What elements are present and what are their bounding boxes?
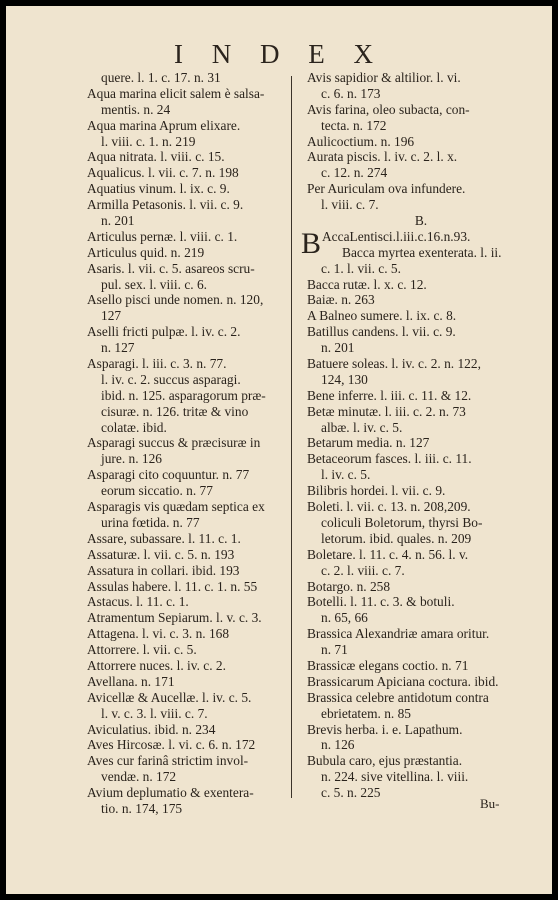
- index-entry-text: urina fœtida. n. 77: [101, 514, 200, 530]
- index-line: [301, 372, 541, 388]
- index-line: [301, 690, 541, 706]
- index-entry-text: n. 65, 66: [321, 610, 368, 626]
- index-line: [301, 706, 541, 722]
- index-line: [81, 563, 293, 579]
- index-line: [301, 769, 541, 785]
- index-line: [81, 277, 293, 293]
- index-line: [301, 340, 541, 356]
- index-line: [301, 356, 541, 372]
- index-entry-text: Assatura in collari. ibid. 193: [87, 562, 240, 578]
- index-entry-text: Avicellæ & Aucellæ. l. iv. c. 5.: [87, 689, 252, 705]
- column-divider: [291, 76, 292, 798]
- index-line: [81, 404, 293, 420]
- index-entry-text: albæ. l. iv. c. 5.: [321, 419, 403, 435]
- index-line: [301, 134, 541, 150]
- index-entry-text: vendæ. n. 172: [101, 769, 177, 785]
- index-entry-text: Avium deplumatio & exentera-: [87, 785, 254, 801]
- index-line: [81, 499, 293, 515]
- index-line: [81, 420, 293, 436]
- index-line: [81, 801, 293, 817]
- index-line: [301, 594, 541, 610]
- index-entry-text: l. viii. c. 1. n. 219: [101, 133, 196, 149]
- index-entry-text: c. 2. l. viii. c. 7.: [321, 562, 405, 578]
- index-entry-text: Bubula caro, ejus præstantia.: [307, 753, 463, 769]
- index-entry-text: Botelli. l. 11. c. 3. & botuli.: [307, 594, 455, 610]
- index-entry-text: A Balneo sumere. l. ix. c. 8.: [307, 308, 457, 324]
- index-line: [301, 165, 541, 181]
- index-entry-text: Boleti. l. vii. c. 13. n. 208,209.: [307, 499, 471, 515]
- index-entry-text: Attorrere. l. vii. c. 5.: [87, 642, 197, 658]
- index-line: [301, 420, 541, 436]
- index-column-right: [301, 70, 541, 801]
- index-entry-text: Articulus pernæ. l. viii. c. 1.: [87, 228, 238, 244]
- index-entry-text: n. 71: [321, 642, 348, 658]
- index-entry-text: Avellana. n. 171: [87, 673, 175, 689]
- index-line: [301, 547, 541, 563]
- index-line: [301, 642, 541, 658]
- index-line: [301, 483, 541, 499]
- index-entry-text: n. 126: [321, 737, 355, 753]
- index-entry-text: c. 12. n. 274: [321, 165, 388, 181]
- index-line: [301, 213, 541, 229]
- index-line: [81, 435, 293, 451]
- index-entry-text: Bacca myrtea exenterata. l. ii.: [342, 244, 502, 260]
- index-entry-text: quere. l. 1. c. 17. n. 31: [101, 70, 221, 85]
- index-entry-text: Per Auriculam ova infundere.: [307, 181, 466, 197]
- index-entry-text: 124, 130: [321, 371, 368, 387]
- index-entry-text: coliculi Boletorum, thyrsi Bo-: [321, 514, 483, 530]
- index-entry-text: cisuræ. n. 126. tritæ & vino: [101, 403, 249, 419]
- index-entry-text: c. 5. n. 225: [321, 785, 381, 801]
- index-line: [81, 134, 293, 150]
- index-entry-text: Asaris. l. vii. c. 5. asareos scru-: [87, 260, 255, 276]
- index-entry-text: Armilla Petasonis. l. vii. c. 9.: [87, 197, 244, 213]
- index-line: [81, 515, 293, 531]
- index-column-left: [81, 70, 293, 817]
- index-entry-text: Brassicarum Apiciana coctura. ibid.: [307, 673, 499, 689]
- index-entry-text: Aquatius vinum. l. ix. c. 9.: [87, 181, 230, 197]
- index-entry-text: Betaceorum fasces. l. iii. c. 11.: [307, 451, 472, 467]
- index-entry-text: B.: [414, 213, 428, 229]
- index-entry-text: Attagena. l. vi. c. 3. n. 168: [87, 626, 230, 642]
- index-line: [301, 753, 541, 769]
- index-line: [301, 499, 541, 515]
- index-entry-text: Attorrere nuces. l. iv. c. 2.: [87, 657, 226, 673]
- index-line: [81, 737, 293, 753]
- index-entry-text: colatæ. ibid.: [101, 419, 167, 435]
- index-line: [301, 626, 541, 642]
- index-line: [81, 181, 293, 197]
- index-entry-text: Boletare. l. 11. c. 4. n. 56. l. v.: [307, 546, 469, 562]
- index-entry-text: Batillus candens. l. vii. c. 9.: [307, 324, 456, 340]
- index-entry-text: c. 1. l. vii. c. 5.: [321, 260, 401, 276]
- index-entry-text: Betæ minutæ. l. iii. c. 2. n. 73: [307, 403, 466, 419]
- index-entry-text: Assare, subassare. l. 11. c. 1.: [87, 530, 241, 546]
- index-entry-text: 127: [101, 308, 122, 324]
- index-line: [81, 86, 293, 102]
- index-entry-text: pul. sex. l. viii. c. 6.: [101, 276, 208, 292]
- index-entry-text: n. 201: [101, 213, 135, 229]
- index-entry-text: Assaturæ. l. vii. c. 5. n. 193: [87, 546, 235, 562]
- index-line: [81, 213, 293, 229]
- page-title: I N D E X: [174, 39, 384, 69]
- index-line: [81, 292, 293, 308]
- index-line: [301, 261, 541, 277]
- index-line: [301, 563, 541, 579]
- index-entry-text: Asparagi. l. iii. c. 3. n. 77.: [87, 356, 227, 372]
- index-entry-text: Astacus. l. 11. c. 1.: [87, 594, 189, 610]
- index-line: [301, 102, 541, 118]
- index-entry-text: Bacca rutæ. l. x. c. 12.: [307, 276, 427, 292]
- index-entry-text: letorum. ibid. quales. n. 209: [321, 530, 472, 546]
- index-line: [81, 340, 293, 356]
- index-line: [81, 70, 293, 86]
- index-line: [301, 404, 541, 420]
- index-line: [81, 658, 293, 674]
- index-entry-text: mentis. n. 24: [101, 101, 171, 117]
- index-line: [301, 610, 541, 626]
- index-entry-text: Aqua nitrata. l. viii. c. 15.: [87, 149, 225, 165]
- index-line: [81, 579, 293, 595]
- index-line: [81, 118, 293, 134]
- index-line: [301, 435, 541, 451]
- book-page: [6, 6, 552, 894]
- index-line: [81, 690, 293, 706]
- index-entry-text: l. iv. c. 5.: [321, 467, 371, 483]
- index-line: [301, 531, 541, 547]
- index-entry-text: ebrietatem. n. 85: [321, 705, 411, 721]
- index-entry-text: Aves cur farinâ strictim invol-: [87, 753, 249, 769]
- index-entry-text: Brevis herba. i. e. Lapathum.: [307, 721, 463, 737]
- index-line: [81, 165, 293, 181]
- index-line: [81, 245, 293, 261]
- index-line: [81, 102, 293, 118]
- index-entry-text: Bilibris hordei. l. vii. c. 9.: [307, 483, 446, 499]
- index-entry-text: Asparagi cito coquuntur. n. 77: [87, 467, 250, 483]
- index-entry-text: Asparagis vis quædam septica ex: [87, 499, 265, 515]
- index-line: [81, 149, 293, 165]
- index-entry-text: Asello pisci unde nomen. n. 120,: [87, 292, 264, 308]
- index-entry-text: Aqua marina elicit salem è salsa-: [87, 85, 265, 101]
- index-entry-text: jure. n. 126: [101, 451, 162, 467]
- index-line: [81, 722, 293, 738]
- index-line: [301, 308, 541, 324]
- index-entry-text: n. 201: [321, 340, 355, 356]
- index-line: [301, 118, 541, 134]
- index-line: [81, 769, 293, 785]
- index-line: [301, 277, 541, 293]
- index-entry-text: AccaLentisci.l.iii.c.16.n.93.: [322, 228, 471, 244]
- index-entry-text: Aves Hircosæ. l. vi. c. 6. n. 172: [87, 737, 256, 753]
- index-line: [301, 324, 541, 340]
- index-entry-text: Brassica Alexandriæ amara oritur.: [307, 626, 490, 642]
- index-entry-text: Aulicoctium. n. 196: [307, 133, 415, 149]
- index-entry-text: Betarum media. n. 127: [307, 435, 430, 451]
- index-line: [81, 324, 293, 340]
- index-entry-text: Atramentum Sepiarum. l. v. c. 3.: [87, 610, 262, 626]
- index-line: [81, 753, 293, 769]
- index-entry-text: Brassica celebre antidotum contra: [307, 689, 489, 705]
- index-entry-text: Asparagi succus & præcisuræ in: [87, 435, 261, 451]
- index-entry-text: Aselli fricti pulpæ. l. iv. c. 2.: [87, 324, 241, 340]
- index-line: [301, 388, 541, 404]
- index-line: [81, 197, 293, 213]
- index-line: [322, 245, 541, 261]
- index-entry-text: Aqua marina Aprum elixare.: [87, 117, 241, 133]
- index-entry-text: tio. n. 174, 175: [101, 800, 183, 816]
- index-line: [81, 261, 293, 277]
- index-line: [301, 674, 541, 690]
- catchword: Bu-: [480, 796, 500, 811]
- index-entry-text: Baiæ. n. 263: [307, 292, 375, 308]
- index-line: [301, 658, 541, 674]
- index-line: [301, 451, 541, 467]
- index-entry-text: Avis sapidior & altilior. l. vi.: [307, 70, 461, 85]
- index-line: [81, 229, 293, 245]
- index-line: [81, 388, 293, 404]
- index-entry-text: Aviculatius. ibid. n. 234: [87, 721, 216, 737]
- index-line: [81, 626, 293, 642]
- index-line: [301, 197, 541, 213]
- index-entry-text: Brassicæ elegans coctio. n. 71: [307, 657, 469, 673]
- index-entry-text: l. v. c. 3. l. viii. c. 7.: [101, 705, 208, 721]
- index-line: [81, 706, 293, 722]
- index-line: [81, 785, 293, 801]
- index-entry-text: Botargo. n. 258: [307, 578, 391, 594]
- index-entry-text: Assulas habere. l. 11. c. 1. n. 55: [87, 578, 258, 594]
- drop-cap: B: [301, 226, 322, 260]
- index-entry-text: c. 6. n. 173: [321, 85, 381, 101]
- index-line: [81, 610, 293, 626]
- index-line: [301, 579, 541, 595]
- index-entry-text: Batuere soleas. l. iv. c. 2. n. 122,: [307, 356, 481, 372]
- index-line: [81, 356, 293, 372]
- index-line: [301, 70, 541, 86]
- index-line: [301, 785, 541, 801]
- index-line: [81, 531, 293, 547]
- index-line: [81, 372, 293, 388]
- index-line: [81, 483, 293, 499]
- index-line: [81, 308, 293, 324]
- index-line: [301, 149, 541, 165]
- index-line: [301, 737, 541, 753]
- index-line: [81, 642, 293, 658]
- index-entry-text: n. 127: [101, 340, 135, 356]
- index-line: [81, 467, 293, 483]
- index-entry-text: tecta. n. 172: [321, 117, 387, 133]
- index-entry-text: n. 224. sive vitellina. l. viii.: [321, 769, 469, 785]
- index-entry-text: Bene inferre. l. iii. c. 11. & 12.: [307, 387, 472, 403]
- index-line: [81, 451, 293, 467]
- index-line: [301, 722, 541, 738]
- index-entry-text: l. viii. c. 7.: [321, 197, 379, 213]
- index-entry-text: Avis farina, oleo subacta, con-: [307, 101, 470, 117]
- index-line: [301, 292, 541, 308]
- index-entry-text: l. iv. c. 2. succus asparagi.: [101, 371, 241, 387]
- index-line: [81, 674, 293, 690]
- index-entry-text: eorum siccatio. n. 77: [101, 483, 213, 499]
- index-line: [81, 594, 293, 610]
- index-entry-text: Aqualicus. l. vii. c. 7. n. 198: [87, 165, 239, 181]
- index-line: [301, 86, 541, 102]
- index-line: [301, 515, 541, 531]
- index-entry-text: Aurata piscis. l. iv. c. 2. l. x.: [307, 149, 458, 165]
- index-entry-text: ibid. n. 125. asparagorum præ-: [101, 387, 266, 403]
- index-entry-text: Articulus quid. n. 219: [87, 244, 205, 260]
- index-line: [301, 467, 541, 483]
- index-line: [81, 547, 293, 563]
- index-line: [301, 181, 541, 197]
